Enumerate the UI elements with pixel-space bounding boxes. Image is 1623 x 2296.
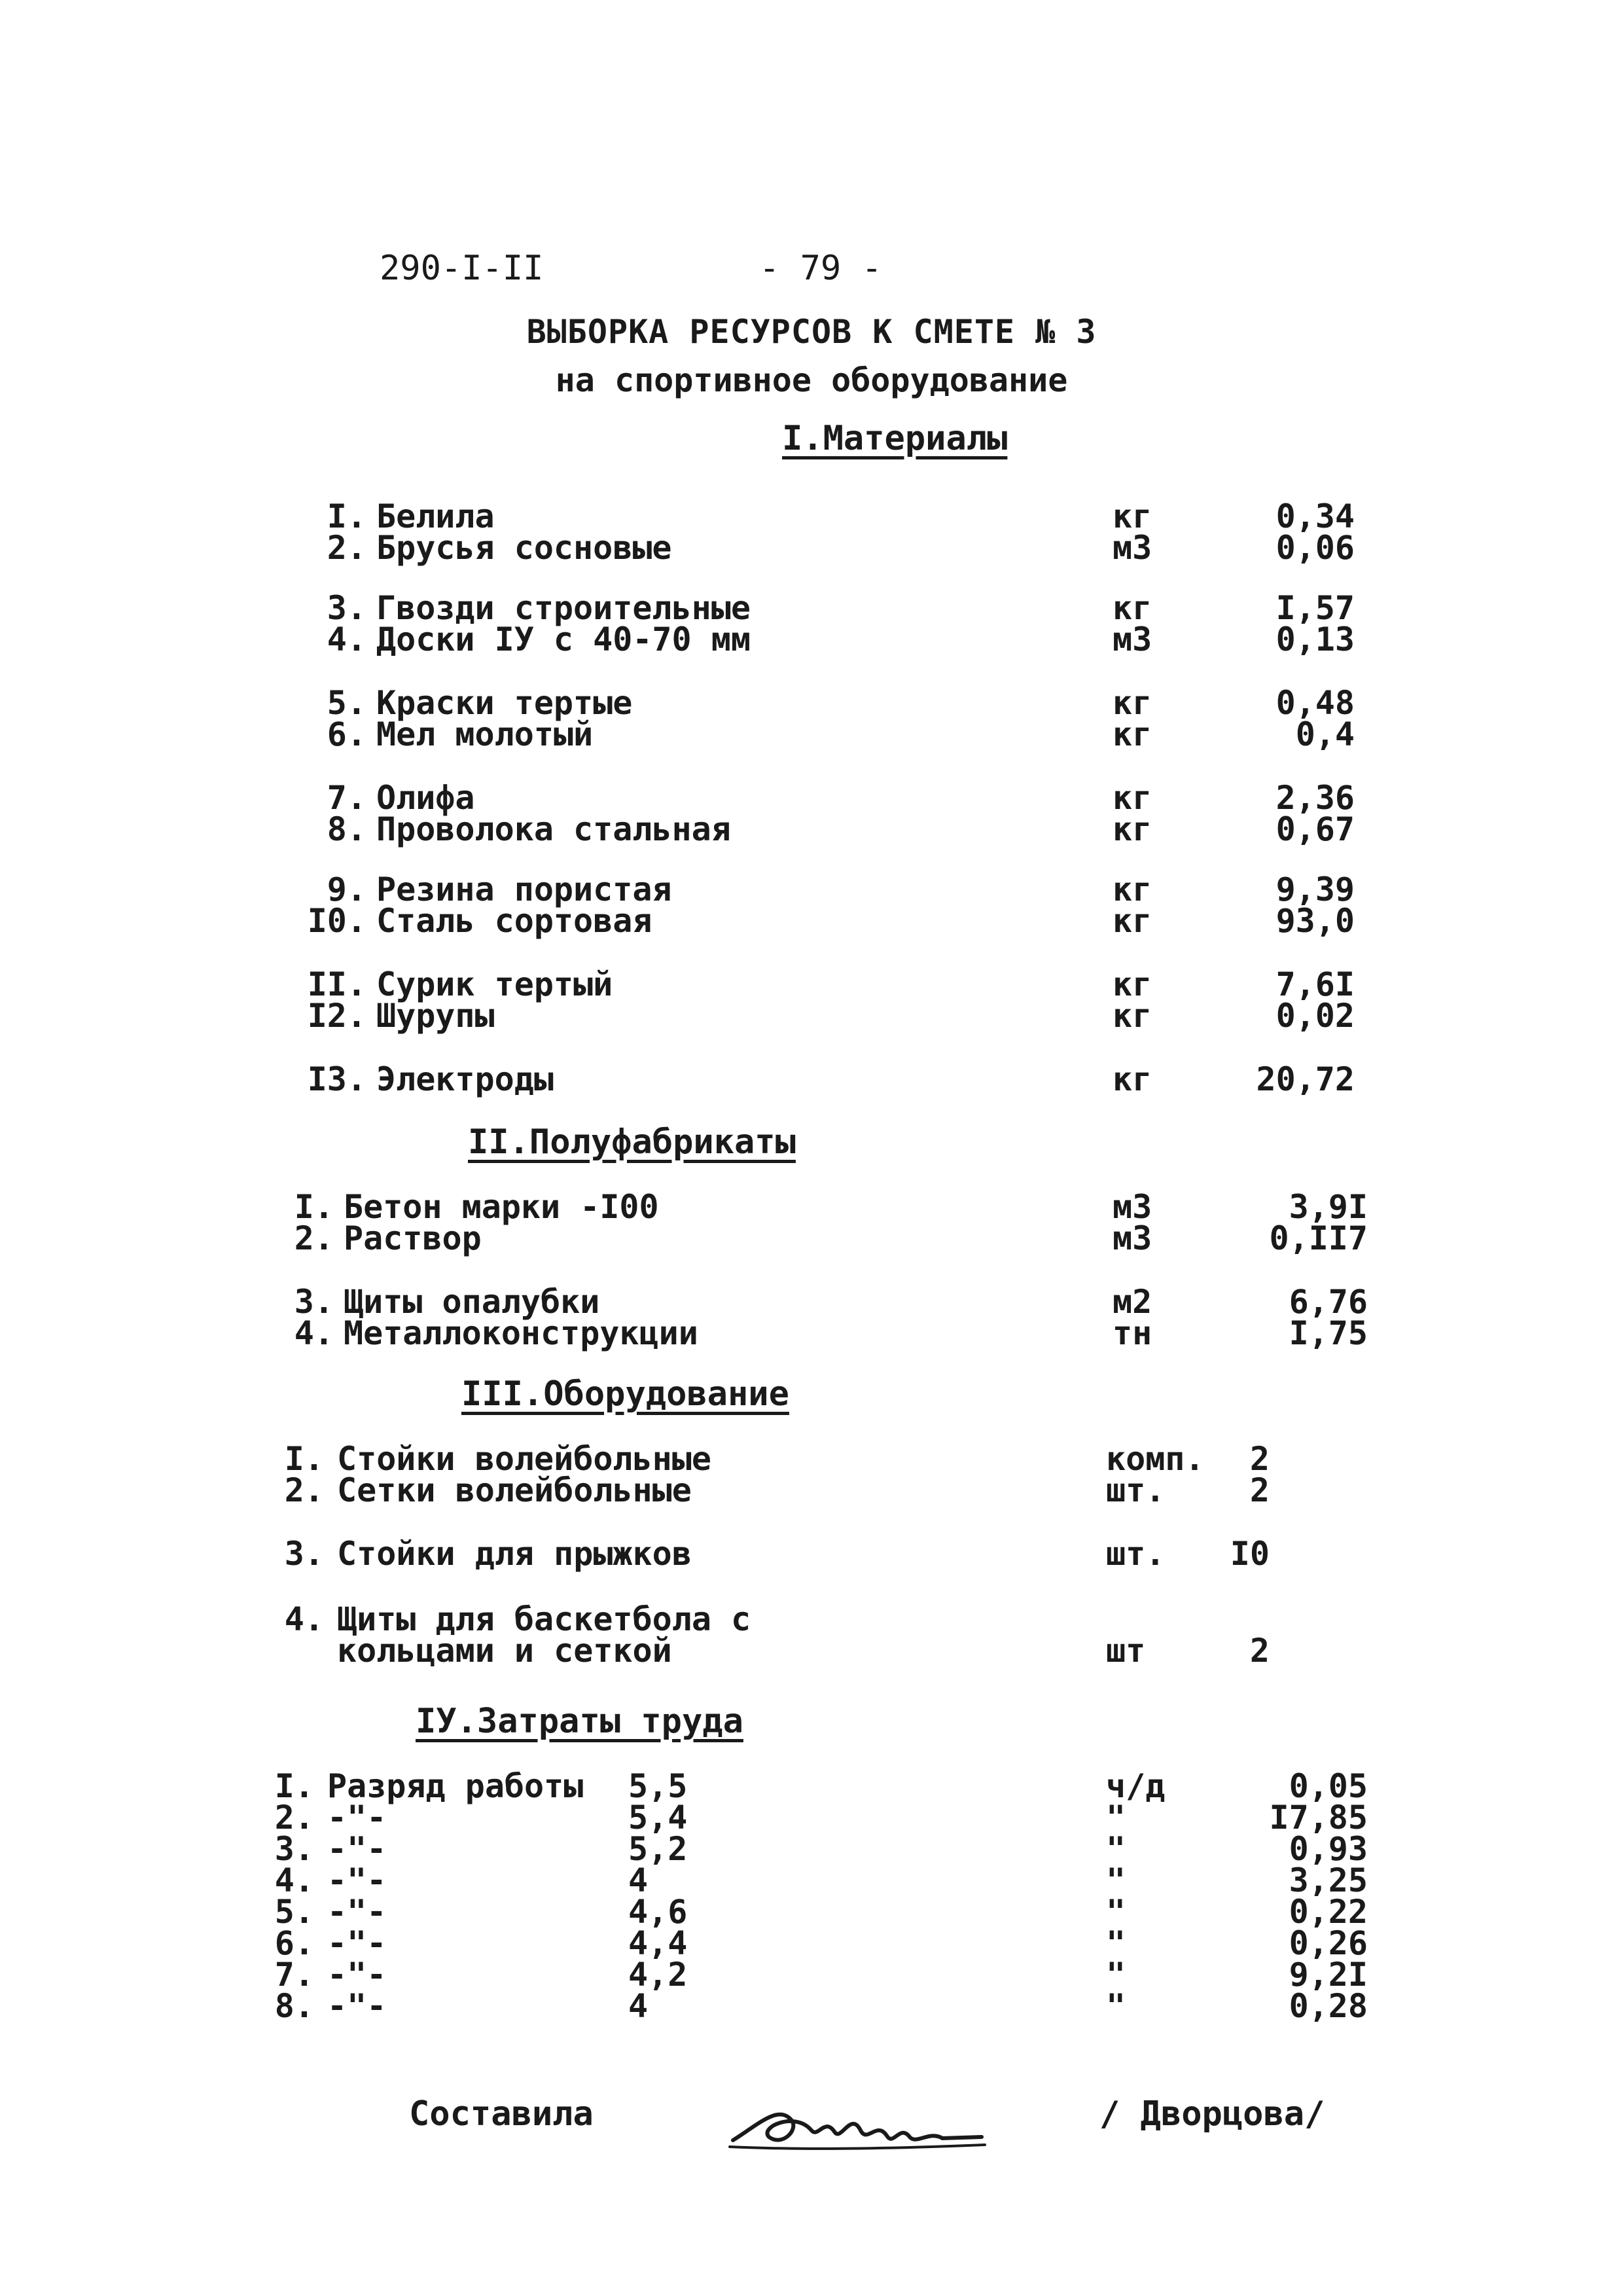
list-item [0, 529, 1623, 565]
item-quantity: 0,13 [1275, 620, 1355, 658]
item-number: 7. [327, 779, 366, 817]
signature-image [720, 2085, 995, 2163]
item-quantity: 9,2I [1289, 1956, 1368, 1994]
item-unit: м2 [1113, 1283, 1152, 1321]
item-name: Сталь сортовая [376, 902, 652, 940]
item-unit: " [1106, 1956, 1126, 1994]
item-unit: м3 [1113, 1219, 1152, 1257]
item-quantity: 0,4 [1295, 715, 1355, 753]
item-unit: шт. [1106, 1535, 1166, 1573]
page-number: - 79 - [759, 249, 882, 288]
item-unit: кг [1113, 810, 1152, 848]
list-item [0, 1632, 1623, 1668]
item-name: Щиты для баскетбола с [337, 1600, 751, 1638]
item-number: I. [274, 1767, 314, 1805]
section-heading-labor: IУ.Затраты труда [416, 1702, 743, 1741]
item-number: 2. [274, 1799, 314, 1837]
item-number: I3. [307, 1060, 366, 1098]
list-item [0, 1219, 1623, 1256]
item-number: 3. [327, 589, 366, 627]
list-item [0, 1060, 1623, 1097]
item-number: 5. [274, 1893, 314, 1931]
document-code: 290-I-II [380, 249, 544, 288]
item-quantity: 0,02 [1275, 997, 1355, 1035]
item-quantity: 0,93 [1289, 1830, 1368, 1868]
item-number: 9. [327, 870, 366, 908]
item-number: 4. [274, 1861, 314, 1899]
document-subtitle: на спортивное оборудование [555, 361, 1068, 399]
item-name: Электроды [376, 1060, 554, 1098]
item-quantity: 0,48 [1275, 684, 1355, 722]
list-item [0, 810, 1623, 847]
item-grade: 4,2 [628, 1956, 688, 1994]
list-item [0, 902, 1623, 939]
item-number: 4. [294, 1314, 334, 1352]
item-name: Мел молотый [376, 715, 594, 753]
item-number: 8. [274, 1987, 314, 2025]
item-unit: кг [1113, 965, 1152, 1003]
item-unit: тн [1113, 1314, 1152, 1352]
item-name: -"- [327, 1924, 387, 1962]
item-number: 7. [274, 1956, 314, 1994]
item-unit: кг [1113, 497, 1152, 535]
item-quantity: 0,28 [1289, 1987, 1368, 2025]
item-quantity: 0,05 [1289, 1767, 1368, 1805]
item-number: 3. [294, 1283, 334, 1321]
item-quantity: I7,85 [1269, 1799, 1368, 1837]
item-unit: " [1106, 1830, 1126, 1868]
item-grade: 4,4 [628, 1924, 688, 1962]
item-name: Доски IУ с 40-70 мм [376, 620, 751, 658]
item-number: 2. [284, 1471, 324, 1509]
item-quantity: 7,6I [1275, 965, 1355, 1003]
item-name: Щиты опалубки [344, 1283, 600, 1321]
item-unit: кг [1113, 902, 1152, 940]
item-name: -"- [327, 1830, 387, 1868]
item-grade: 4 [628, 1987, 649, 2025]
item-unit: " [1106, 1861, 1126, 1899]
item-quantity: 2 [1249, 1440, 1270, 1478]
item-number: I0. [307, 902, 366, 940]
item-name: Раствор [344, 1219, 482, 1257]
item-quantity: 0,II7 [1269, 1219, 1368, 1257]
item-grade: 4,6 [628, 1893, 688, 1931]
item-grade: 4 [628, 1861, 649, 1899]
item-name: -"- [327, 1799, 387, 1837]
item-quantity: 0,06 [1275, 529, 1355, 567]
item-number: 6. [274, 1924, 314, 1962]
item-unit: " [1106, 1987, 1126, 2025]
list-item [0, 620, 1623, 657]
item-quantity: 2,36 [1275, 779, 1355, 817]
item-number: 2. [294, 1219, 334, 1257]
item-unit: кг [1113, 870, 1152, 908]
item-name: Резина пористая [376, 870, 672, 908]
item-grade: 5,4 [628, 1799, 688, 1837]
list-item [0, 1471, 1623, 1508]
item-name: Разряд работы [327, 1767, 584, 1805]
item-name: Краски тертые [376, 684, 633, 722]
item-number: I2. [307, 997, 366, 1035]
section-heading-equipment: III.Оборудование [461, 1374, 789, 1414]
item-name: Бетон марки -I00 [344, 1188, 659, 1226]
item-quantity: I0 [1230, 1535, 1270, 1573]
item-unit: ч/д [1106, 1767, 1166, 1805]
item-name: -"- [327, 1956, 387, 1994]
item-grade: 5,5 [628, 1767, 688, 1805]
item-quantity: 2 [1249, 1471, 1270, 1509]
item-unit: шт. [1106, 1471, 1166, 1509]
item-number: I. [284, 1440, 324, 1478]
item-name: Сетки волейбольные [337, 1471, 692, 1509]
section-heading-materials: I.Материалы [782, 419, 1008, 458]
list-item [0, 1535, 1623, 1571]
item-quantity: 20,72 [1256, 1060, 1355, 1098]
item-quantity: 3,9I [1289, 1188, 1368, 1226]
item-unit: кг [1113, 715, 1152, 753]
item-unit: кг [1113, 779, 1152, 817]
item-unit: кг [1113, 684, 1152, 722]
item-quantity: I,75 [1289, 1314, 1368, 1352]
item-number: 8. [327, 810, 366, 848]
item-name: -"- [327, 1861, 387, 1899]
item-quantity: 2 [1249, 1632, 1270, 1670]
item-quantity: 6,76 [1289, 1283, 1368, 1321]
item-name: Белила [376, 497, 495, 535]
item-name: Стойки для прыжков [337, 1535, 692, 1573]
item-unit: " [1106, 1924, 1126, 1962]
list-item [0, 1987, 1623, 2024]
item-quantity: 9,39 [1275, 870, 1355, 908]
item-name: Шурупы [376, 997, 495, 1035]
item-name: -"- [327, 1893, 387, 1931]
item-unit: шт [1106, 1632, 1146, 1670]
item-number: 3. [284, 1535, 324, 1573]
item-name: Металлоконструкции [344, 1314, 698, 1352]
item-quantity: 0,26 [1289, 1924, 1368, 1962]
item-quantity: 0,22 [1289, 1893, 1368, 1931]
item-number: 3. [274, 1830, 314, 1868]
item-unit: м3 [1113, 620, 1152, 658]
list-item [0, 997, 1623, 1033]
item-number: 5. [327, 684, 366, 722]
item-name: Проволока стальная [376, 810, 731, 848]
item-number: 6. [327, 715, 366, 753]
item-number: I. [294, 1188, 334, 1226]
item-name: кольцами и сеткой [337, 1632, 672, 1670]
item-name: -"- [327, 1987, 387, 2025]
document-title: ВЫБОРКА РЕСУРСОВ К СМЕТЕ № 3 [526, 313, 1097, 351]
item-number: I. [327, 497, 366, 535]
item-number: 4. [327, 620, 366, 658]
item-quantity: 0,67 [1275, 810, 1355, 848]
section-heading-semi-products: II.Полуфабрикаты [468, 1122, 796, 1162]
item-name: Гвозди строительные [376, 589, 751, 627]
compiled-by-label: Составила [409, 2094, 594, 2134]
item-unit: кг [1113, 997, 1152, 1035]
item-name: Олифа [376, 779, 475, 817]
item-name: Стойки волейбольные [337, 1440, 711, 1478]
item-unit: м3 [1113, 1188, 1152, 1226]
item-quantity: 93,0 [1275, 902, 1355, 940]
item-unit: м3 [1113, 529, 1152, 567]
item-name: Сурик тертый [376, 965, 613, 1003]
item-quantity: 3,25 [1289, 1861, 1368, 1899]
list-item [0, 715, 1623, 752]
item-quantity: 0,34 [1275, 497, 1355, 535]
item-unit: " [1106, 1893, 1126, 1931]
item-quantity: I,57 [1275, 589, 1355, 627]
item-grade: 5,2 [628, 1830, 688, 1868]
compiler-name: / Дворцова/ [1099, 2094, 1325, 2134]
item-unit: комп. [1106, 1440, 1205, 1478]
item-number: 2. [327, 529, 366, 567]
item-name: Брусья сосновые [376, 529, 672, 567]
list-item [0, 1314, 1623, 1351]
item-number: II. [307, 965, 366, 1003]
item-unit: кг [1113, 1060, 1152, 1098]
item-unit: кг [1113, 589, 1152, 627]
item-unit: " [1106, 1799, 1126, 1837]
item-number: 4. [284, 1600, 324, 1638]
